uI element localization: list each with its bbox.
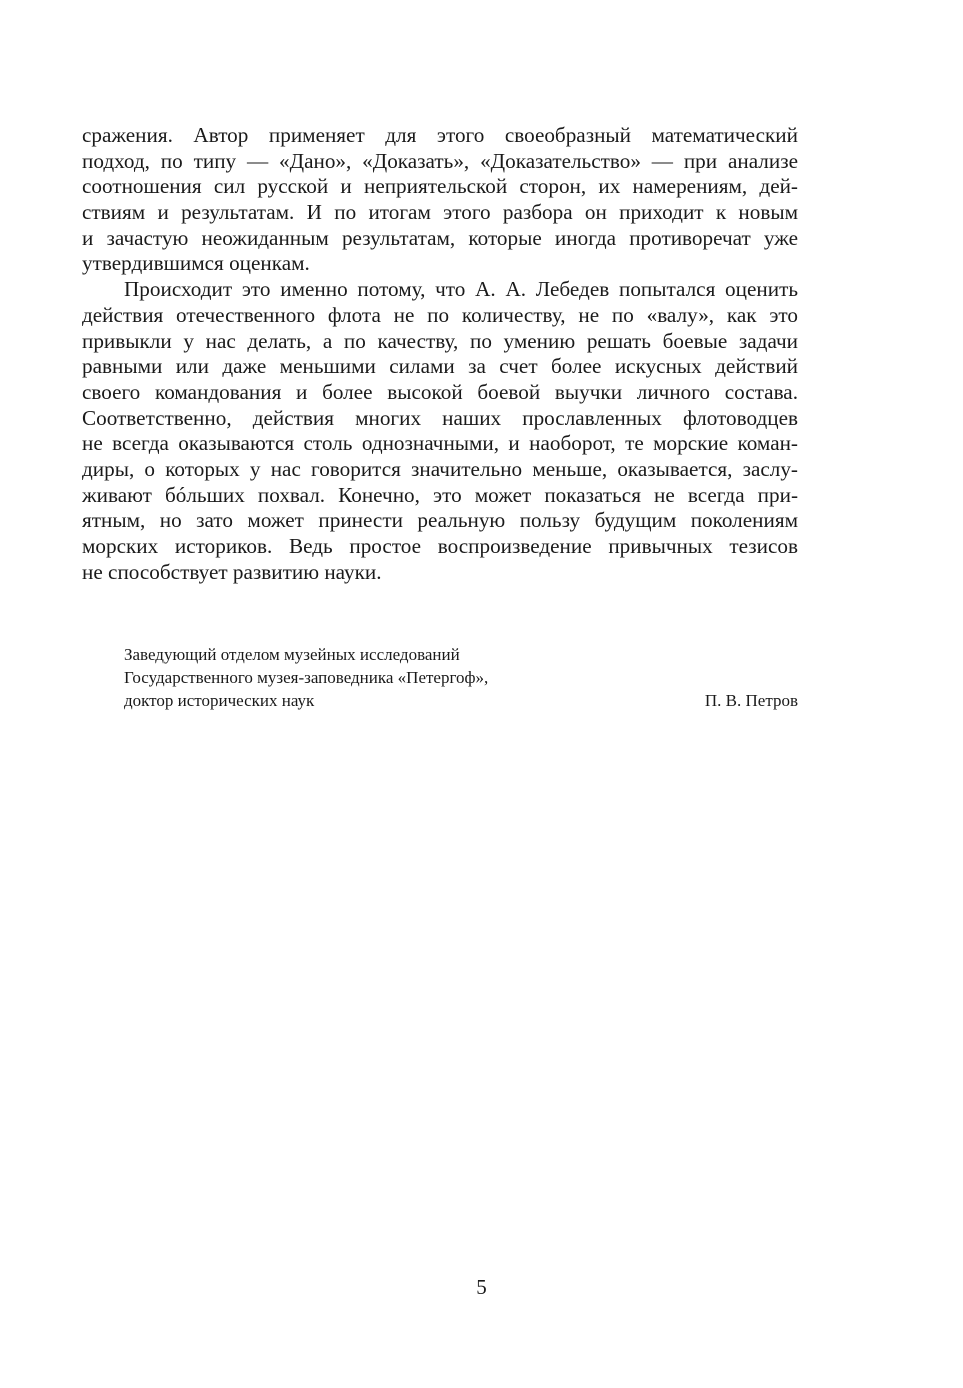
paragraph-1 [82, 123, 798, 277]
signature-block [124, 643, 798, 712]
text-line: ствиям и результатам. И по итогам этого разбора он приходит к новым [82, 200, 798, 225]
text-line: Соответственно, действия многих наших прославленных флотоводцев [82, 405, 798, 430]
text-line: ятным, но зато может принести реальную пользу будущим поколениям [82, 508, 798, 533]
text-line: соотношения сил русской и неприятельской сторон, их намерениям, дей- [82, 174, 798, 199]
signature-degree: доктор исторических наук [124, 691, 315, 710]
text-line: Происходит это именно потому, что А. А. Лебедев попытался оценить [124, 277, 798, 302]
text-line: не всегда оказываются столь однозначными, и наоборот, те морские коман- [82, 431, 798, 456]
text-line: морских историков. Ведь простое воспроизведение привычных тезисов [82, 534, 798, 558]
page-number: 5 [476, 1275, 487, 1299]
signature-position-line1: Заведующий отделом музейных исследований [124, 645, 460, 664]
signature-last-row [124, 689, 798, 712]
text-line: равными или даже меньшими силами за счет более искусных действий [82, 354, 798, 379]
text-line: утвердившимся оценкам. [82, 251, 310, 276]
signature-name: П. В. Петров [704, 691, 798, 710]
text-line: и зачастую неожиданным результатам, которые иногда противоречат уже [82, 225, 798, 250]
text-line: подход, по типу — «Дано», «Доказать», «Доказательство» — при анализе [82, 148, 798, 173]
text-line: диры, о которых у нас говорится значительно меньше, оказывается, заслу- [82, 456, 798, 481]
signature-position-line2: Государственного музея-заповедника «Петергоф», [124, 668, 489, 687]
main-text [82, 123, 798, 585]
text-line: привыкли у нас делать, а по качеству, по умению решать боевые задачи [82, 328, 798, 353]
text-line: своего командования и более высокой боевой выучки личного состава. [82, 379, 798, 404]
text-line: живают бóльших похвал. Конечно, это может показаться не всегда при- [82, 482, 798, 507]
paragraph-2 [82, 277, 798, 585]
text-line: не способствует развитию науки. [82, 559, 382, 584]
text-line: действия отечественного флота не по количеству, не по «валу», как это [82, 302, 798, 327]
text-line: сражения. Автор применяет для этого своеобразный математический [82, 123, 798, 147]
